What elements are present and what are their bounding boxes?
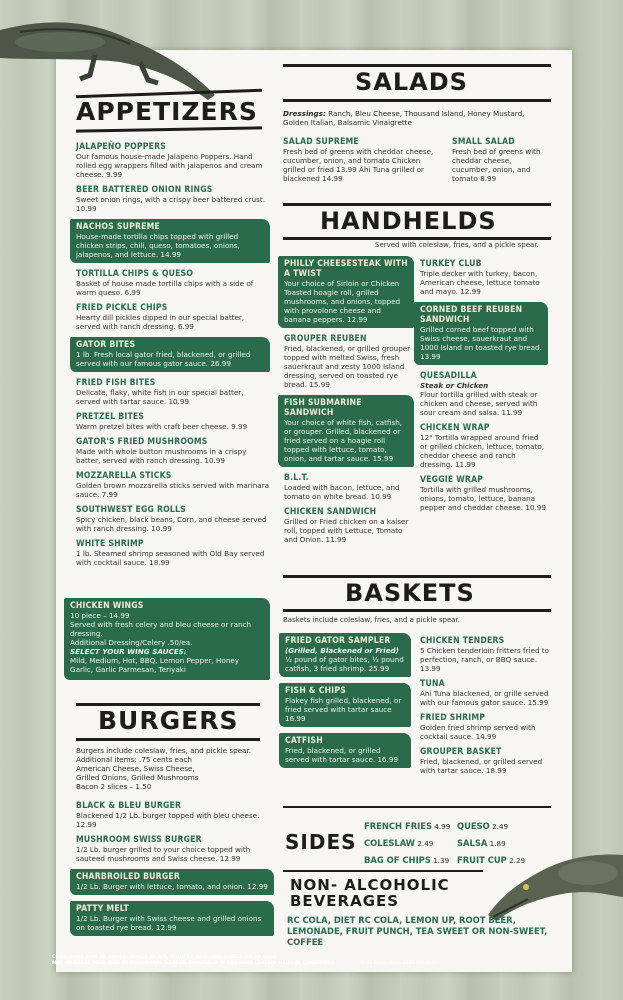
wing-sauce-list: Mild, Medium, Hot, BBQ, Lemon Pepper, Honey Garlic, Garlic Parmesan, Teriyaki <box>70 656 240 674</box>
item-desc: Your choice of Sirloin or Chicken Toasted hoagie roll, grilled mushrooms, and onions, topped with provolone cheese and banana peppers. 12.99 <box>284 279 401 324</box>
beverages-list <box>287 915 567 948</box>
item-name: CHICKEN WRAP <box>420 423 490 433</box>
menu-item <box>279 683 411 727</box>
item-desc: Your choice of white fish, catfish, or grouper. Grilled, blackened or fried served on a hoagie roll topped with lettuce, tomato, onion, and tartar sauce. 15.99 <box>284 418 403 463</box>
menu-item <box>278 256 414 328</box>
item-desc: 1 lb. Steamed shrimp seasoned with Old Bay served with cocktail sauce. 18.99 <box>76 549 265 567</box>
burgers-list <box>76 801 274 942</box>
baskets-rule-bottom <box>283 609 551 612</box>
item-name: FRIED SHRIMP <box>420 713 486 723</box>
item-desc: ½ pound of gator bites, ½ pound catfish, 3 fried shrimp. 25.99 <box>285 655 404 673</box>
side-name: QUESO <box>457 821 490 831</box>
side-price: 1.39 <box>433 856 450 865</box>
item-desc: Additional Dressing/Celery .50/ea. <box>70 638 193 647</box>
salads-rule-bottom <box>283 99 551 102</box>
burger-note: Additional items: .75 cents each <box>76 755 192 764</box>
salads-rule-top <box>283 64 551 67</box>
beverages-rule-top <box>283 870 483 872</box>
side-name: FRENCH FRIES <box>364 821 433 831</box>
menu-item <box>76 505 270 533</box>
menu-item <box>420 713 550 741</box>
burger-note: American Cheese, Swiss Cheese, <box>76 764 195 773</box>
item-name: MOZZARELLA STICKS <box>76 471 172 481</box>
appetizers-list <box>76 142 270 573</box>
small-salad <box>452 137 548 189</box>
handhelds-heading: HANDHELDS <box>320 207 497 235</box>
item-name: PATTY MELT <box>76 904 129 914</box>
menu-item <box>76 539 270 567</box>
item-desc: Delicate, flaky, white fish in our special batter, served with tartar sauce. 10.99 <box>76 388 244 406</box>
menu-item <box>420 423 548 469</box>
footer-copyright: © US Foods Menu 2023 (Plinder) <box>360 961 436 966</box>
item-name: GATOR BITES <box>76 340 136 350</box>
item-name: GROUPER BASKET <box>420 747 502 757</box>
item-name: SOUTHWEST EGG ROLLS <box>76 505 186 515</box>
burgers-rule-bottom <box>76 738 260 741</box>
menu-item <box>76 269 270 297</box>
menu-item <box>420 747 550 775</box>
item-desc: Warm pretzel bites with craft beer cheese. 9.99 <box>76 422 248 431</box>
handhelds-rule-top <box>283 203 551 206</box>
beverages-line: LEMONADE, FRUIT PUNCH, TEA SWEET OR NON-SWEET, COFFEE <box>287 926 548 947</box>
baskets-rule-top <box>283 575 551 578</box>
menu-item <box>278 395 414 467</box>
item-name: CHICKEN SANDWICH <box>284 507 377 517</box>
item-desc: Hearty dill pickles dipped in our special batter, served with ranch dressing. 6.99 <box>76 313 245 331</box>
handhelds-note: Served with coleslaw, fries, and a pickle spear. <box>375 241 539 249</box>
menu-item <box>279 733 411 768</box>
burger-note: Bacon 2 slices – 1.50 <box>76 782 152 791</box>
dressings-label: Dressings: <box>283 109 326 118</box>
salad-supreme <box>283 137 445 189</box>
item-desc: Golden brown mozzarella sticks served with marinara sauce. 7.99 <box>76 481 270 499</box>
menu-item <box>76 471 270 499</box>
item-name: FISH SUBMARINE SANDWICH <box>284 398 362 418</box>
item-subtitle: (Grilled, Blackened or Fried) <box>285 646 399 655</box>
salad-dressings <box>283 109 543 127</box>
menu-item <box>420 371 548 417</box>
item-name: SALAD SUPREME <box>283 137 359 147</box>
sides-heading: SIDES <box>285 830 357 854</box>
item-name: FISH & CHIPS <box>285 686 346 696</box>
item-desc: 1/2 Lb. Burger with lettuce, tomato, and onion. 12.99 <box>76 882 268 891</box>
item-desc: Fresh bed of greens with cheddar cheese, cucumber, onion, and tomato 8.99 <box>452 147 541 183</box>
side-name: SALSA <box>457 838 488 848</box>
menu-item <box>76 303 270 331</box>
side-price: 1.89 <box>489 839 506 848</box>
baskets-heading: BASKETS <box>345 579 475 607</box>
item-desc: 1/2 Lb. Burger with Swiss cheese and grilled onions on toasted rye bread. 12.99 <box>76 914 262 932</box>
item-name: CORNED BEEF REUBEN SANDWICH <box>420 305 523 325</box>
item-desc: Grilled or Fried chicken on a kaiser roll, topped with Lettuce, Tomato and Onion. 11.99 <box>284 517 409 544</box>
item-name: CATFISH <box>285 736 323 746</box>
item-desc: 12" Tortilla wrapped around fried or grilled chicken, lettuce, tomato, cheddar cheese and ranch dressing. 11.99 <box>420 433 544 469</box>
item-desc: Grilled corned beef topped with Swiss cheese, sauerkraut and 1000 Island on toasted rye bread. 13.99 <box>420 325 542 361</box>
burger-note: Burgers include coleslaw, fries, and pickle spear. <box>76 746 252 755</box>
baskets-right-column <box>420 636 550 781</box>
item-name: WHITE SHRIMP <box>76 539 144 549</box>
item-name: VEGGIE WRAP <box>420 475 484 485</box>
item-desc: Tortilla with grilled mushrooms, onions, tomato, lettuce, banana pepper and cheddar cheese. 10.99 <box>420 485 546 512</box>
item-name: GATOR'S FRIED MUSHROOMS <box>76 437 208 447</box>
handhelds-left-column <box>284 256 414 550</box>
item-desc: Made with whole button mushrooms in a crispy batter, served with ranch dressing. 10.99 <box>76 447 247 465</box>
burger-note: Grilled Onions, Grilled Mushrooms <box>76 773 199 782</box>
item-name: PRETZEL BITES <box>76 412 145 422</box>
item-desc: Fried, blackened, or grilled served with tartar sauce. 16.99 <box>285 746 399 764</box>
item-name: QUESADILLA <box>420 371 477 381</box>
sides-rule-top <box>283 806 551 808</box>
menu-item <box>420 636 550 673</box>
beverages-heading-line2: BEVERAGES <box>290 892 400 910</box>
item-name: TUNA <box>420 679 445 689</box>
sides-list-right <box>457 818 547 869</box>
menu-item <box>420 475 548 512</box>
menu-item <box>70 219 270 263</box>
item-name: CHARBROILED BURGER <box>76 872 180 882</box>
menu-item <box>70 869 274 895</box>
item-desc: Flour tortilla grilled with steak or chicken and cheese, served with sour cream and salsa. 11.99 <box>420 390 538 417</box>
menu-item <box>76 437 270 465</box>
item-desc: Spicy chicken, black beans, Corn, and cheese served with ranch dressing. 10.99 <box>76 515 267 533</box>
menu-item <box>420 259 548 296</box>
menu-item <box>414 302 548 365</box>
item-name: NACHOS SUPREME <box>76 222 160 232</box>
item-desc: Flakey fish grilled, blackened, or fried served with tartar sauce 16.99 <box>285 696 402 723</box>
item-name: CHICKEN WINGS <box>70 601 144 611</box>
item-desc: 1/2 Lb. burger grilled to your choice topped with sauteed mushrooms and Swiss cheese. 12.99 <box>76 845 251 863</box>
item-name: B.L.T. <box>284 473 309 483</box>
menu-item <box>70 901 274 936</box>
menu-item <box>76 412 270 431</box>
item-desc: Blackened 1/2 Lb. burger topped with bleu cheese. 12.99 <box>76 811 260 829</box>
side-name: COLESLAW <box>364 838 416 848</box>
item-name: FRIED PICKLE CHIPS <box>76 303 168 313</box>
menu-item <box>76 378 270 406</box>
menu-item <box>70 337 270 372</box>
wing-sauce-label: SELECT YOUR WING SAUCES: <box>70 647 187 656</box>
item-name: GROUPER REUBEN <box>284 334 367 344</box>
appetizers-heading: APPETIZERS <box>76 97 258 126</box>
side-price: 2.49 <box>492 822 509 831</box>
item-name: TURKEY CLUB <box>420 259 482 269</box>
side-name: BAG OF CHIPS <box>364 855 431 865</box>
item-name: BEER BATTERED ONION RINGS <box>76 185 213 195</box>
menu-item <box>76 185 270 213</box>
baskets-left-column <box>285 633 411 774</box>
menu-item <box>76 801 274 829</box>
footer-warning-line: CONSUMING RAW OR UNDERCOOKED MEATS, POULTRY, SEAFOOD, SHELLFISH OR EGGS <box>52 955 277 960</box>
side-price: 2.49 <box>417 839 434 848</box>
side-name: FRUIT CUP <box>457 855 507 865</box>
item-desc: Fried, blackened, or grilled grouper topped with melted Swiss, fresh sauerkraut and zesty 1000 Island dressing, served on toasted rye bread. 15.99 <box>284 344 411 389</box>
sides-list-left <box>364 818 452 869</box>
salads-heading: SALADS <box>355 68 468 96</box>
menu-item <box>284 507 414 544</box>
item-name: CHICKEN TENDERS <box>420 636 505 646</box>
handhelds-rule-bottom <box>283 237 551 240</box>
item-desc: 5 Chicken tenderloin fritters fried to perfection, ranch, or BBQ sauce. 13.99 <box>420 646 550 673</box>
item-name: SMALL SALAD <box>452 137 515 147</box>
item-name: FRIED GATOR SAMPLER <box>285 636 391 646</box>
item-desc: Basket of house made tortilla chips with a side of warm queso. 6.99 <box>76 279 254 297</box>
item-subtitle: Steak or Chicken <box>420 381 489 390</box>
menu-item <box>284 473 414 501</box>
item-desc: House-made tortilla chips topped with grilled chicken strips, chili, queso, tomatoes, onions, jalapenos, and lettuce. 14.99 <box>76 232 240 259</box>
footer-warning-line: MAY INCREASE YOUR RISK OF FOODBORNE ILLNESS, ESPECIALLY IF YOU HAVE CERTAIN MEDICAL CONDITIONS. <box>52 961 337 966</box>
item-desc: Ahi Tuna blackened, or grille served with our famous gator sauce. 15.99 <box>420 689 549 707</box>
item-desc: Fresh bed of greens with cheddar cheese, cucumber, onion, and tomato Chicken grilled or fried 13.99 Ahi Tuna grilled or blackened 14.99 <box>283 147 434 183</box>
item-desc: Sweet onion rings, with a crispy beer battered crust. 10.99 <box>76 195 265 213</box>
handhelds-right-column <box>420 259 548 518</box>
burgers-notes <box>76 746 276 791</box>
item-desc: Triple decker with turkey, bacon, American cheese, lettuce tomato and mayo. 12.99 <box>420 269 540 296</box>
footer-warning <box>52 955 372 967</box>
beverages-heading-line1: NON- ALCOHOLIC <box>290 876 450 894</box>
dressings-list: Ranch, Bleu Cheese, Thousand Island, Honey Mustard, Golden Italian, Balsamic Vinaigrette <box>283 109 525 127</box>
item-desc: 10 piece – 14.99 <box>70 611 130 620</box>
item-name: PHILLY CHEESESTEAK WITH A TWIST <box>284 259 408 279</box>
menu-item <box>420 679 550 707</box>
chicken-wings-item <box>70 598 270 686</box>
menu-item <box>284 334 414 389</box>
item-name: FRIED FISH BITES <box>76 378 156 388</box>
menu-item <box>76 142 270 179</box>
item-desc: 1 lb. Fresh local gator fried, blackened, or grilled served with our famous gator sauce. 26.99 <box>76 350 251 368</box>
item-desc: Loaded with bacon, lettuce, and tomato on white bread. 10.99 <box>284 483 400 501</box>
beverages-line: RC COLA, DIET RC COLA, LEMON UP, ROOT BEER, <box>287 915 516 925</box>
menu-item <box>76 835 274 863</box>
burgers-heading: BURGERS <box>98 706 239 735</box>
item-name: JALAPEÑO POPPERS <box>76 142 167 152</box>
item-desc: Golden fried shrimp served with cocktail sauce. 14.99 <box>420 723 536 741</box>
menu-item <box>279 633 411 677</box>
side-price: 4.99 <box>434 822 451 831</box>
item-name: MUSHROOM SWISS BURGER <box>76 835 202 845</box>
item-desc: Served with fresh celery and bleu cheese or ranch dressing. <box>70 620 252 638</box>
side-price: 2.29 <box>509 856 526 865</box>
item-desc: Fried, blackened, or grilled served with tartar sauce. 18.99 <box>420 757 543 775</box>
item-name: TORTILLA CHIPS & QUESO <box>76 269 194 279</box>
item-desc: Our famous house-made Jalapeno Poppers. Hand rolled egg wrappers filled with jalapenos and cream cheese. 9.99 <box>76 152 263 179</box>
item-name: BLACK & BLEU BURGER <box>76 801 182 811</box>
baskets-note: Baskets include coleslaw, fries, and a pickle spear. <box>283 616 461 624</box>
